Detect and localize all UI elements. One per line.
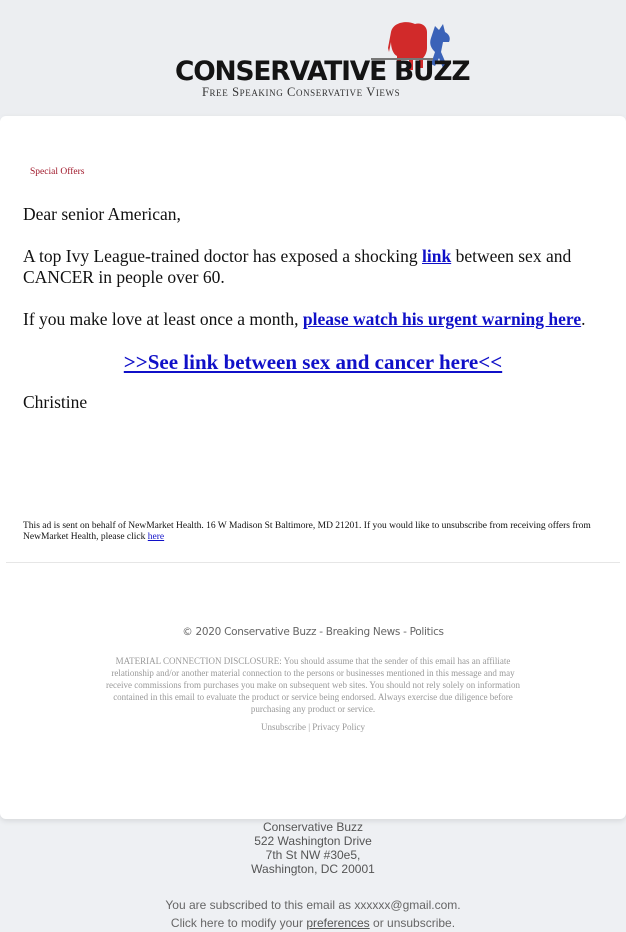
address-line-3: 7th St NW #30e5, bbox=[265, 848, 361, 862]
link-inline[interactable]: link bbox=[421, 246, 452, 266]
divider bbox=[6, 562, 620, 563]
modify-preferences bbox=[0, 914, 626, 932]
modify-before: Click here to modify your bbox=[170, 916, 307, 930]
legal-links bbox=[0, 722, 626, 732]
privacy-policy-link[interactable]: Privacy Policy bbox=[312, 722, 366, 732]
unsubscribe-link[interactable]: Unsubscribe bbox=[260, 722, 306, 732]
sender-address bbox=[0, 820, 626, 876]
greeting: Dear senior American, bbox=[23, 204, 181, 224]
address-line-4: Washington, DC 20001 bbox=[251, 862, 375, 876]
paragraph-1-before: A top Ivy League-trained doctor has exposed a shocking bbox=[23, 246, 422, 266]
ad-disclaimer-text: This ad is sent on behalf of NewMarket Health. 16 W Madison St Baltimore, MD 21201. If you would like to unsubscribe from receiving offers from NewMarket Health, please click bbox=[23, 521, 591, 542]
conservative-buzz-logo[interactable] bbox=[175, 18, 470, 100]
paragraph-2-after: . bbox=[581, 309, 586, 329]
ad-disclaimer bbox=[23, 521, 603, 543]
material-disclosure: MATERIAL CONNECTION DISCLOSURE: You should assume that the sender of this email has an affiliate relationship and/or another material connection to the persons or businesses mentioned in this message and may receive commissions from purchases you make on subsequent web sites. You should not rely solely on information contained in this email to evaluate the product or service being endorsed. Always exercise due diligence before purchasing any product or service. bbox=[106, 656, 520, 714]
modify-after: or unsubscribe. bbox=[369, 916, 456, 930]
signature: Christine bbox=[23, 392, 88, 412]
cta-link[interactable]: >>See link between sex and cancer here<< bbox=[123, 350, 503, 374]
copyright: © 2020 Conservative Buzz - Breaking News - Politics bbox=[182, 626, 444, 638]
advertiser-unsubscribe-link[interactable]: here bbox=[147, 532, 165, 542]
subscribed-as: You are subscribed to this email as xxxxxx@gmail.com. bbox=[165, 898, 461, 912]
subscription-info bbox=[0, 896, 626, 932]
cta-container bbox=[0, 350, 626, 374]
email-header bbox=[0, 0, 626, 116]
logo-wordmark: CONSERVATIVE BUZZ bbox=[175, 56, 470, 87]
address-line-1: Conservative Buzz bbox=[262, 820, 364, 834]
preferences-link[interactable]: preferences bbox=[306, 916, 370, 930]
paragraph-1-after: between sex and CANCER in people over 60. bbox=[23, 246, 572, 287]
email-card bbox=[0, 116, 626, 819]
paragraph-2-before: If you make love at least once a month, bbox=[23, 309, 303, 329]
watch-warning-link[interactable]: please watch his urgent warning here bbox=[302, 309, 582, 329]
paragraph-1 bbox=[23, 246, 608, 288]
link-separator: | bbox=[305, 722, 313, 732]
paragraph-2 bbox=[23, 309, 608, 330]
category-label: Special Offers bbox=[30, 167, 85, 177]
address-line-2: 522 Washington Drive bbox=[254, 834, 372, 848]
logo-tagline: Free Speaking Conservative Views bbox=[202, 85, 401, 99]
